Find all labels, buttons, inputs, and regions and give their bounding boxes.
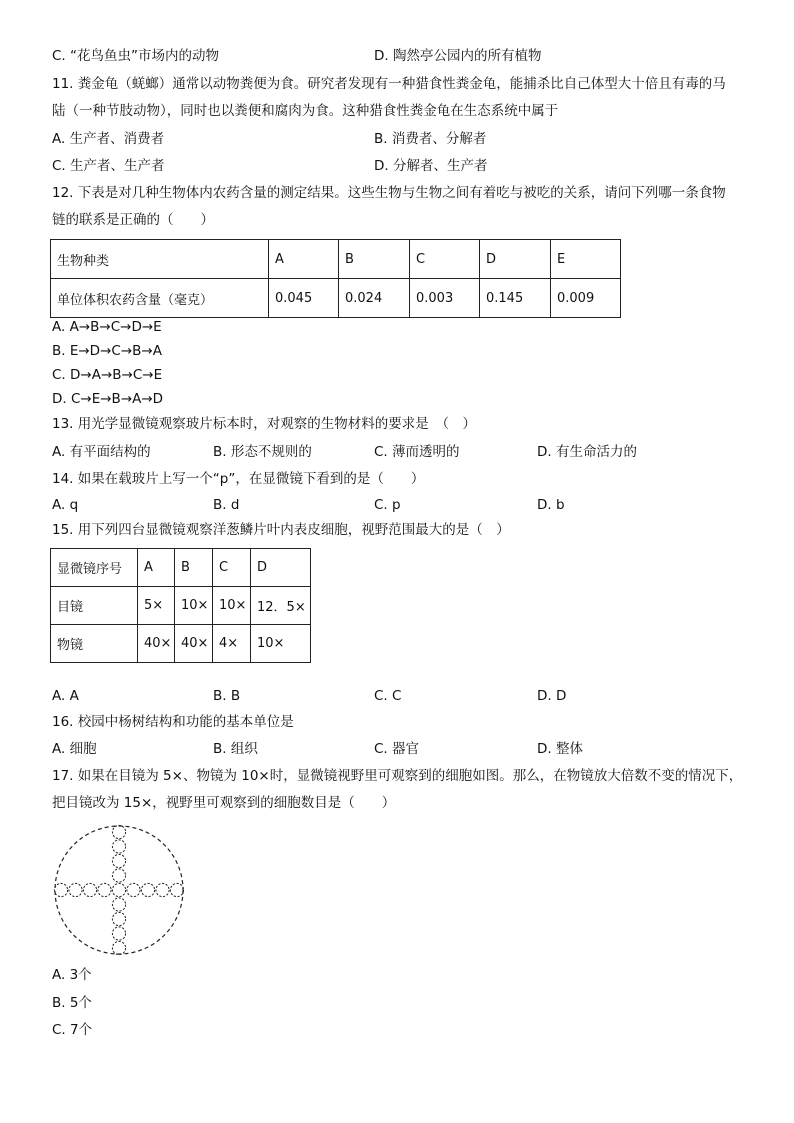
q17-stem-line2: 把目镜改为 15×，视野里可观察到的细胞数目是（ ）	[52, 795, 396, 811]
q12-stem-line2: 链的联系是正确的（ ）	[52, 212, 214, 228]
cell	[170, 883, 183, 896]
q15-option-d: D. D	[537, 688, 567, 704]
q17-option-b: B. 5个	[52, 995, 92, 1011]
q11-option-b: B. 消费者、分解者	[374, 131, 487, 147]
q14-option-c: C. p	[374, 497, 401, 513]
pesticide-table	[50, 239, 621, 318]
cell	[69, 883, 82, 896]
table-cell: 12．5×	[251, 587, 311, 625]
q12-option-c: C. D→A→B→C→E	[52, 367, 163, 383]
cell	[112, 840, 125, 853]
cell	[112, 854, 125, 867]
table-cell: 4×	[213, 625, 251, 663]
microscope-field-figure	[52, 823, 186, 957]
cell	[127, 883, 140, 896]
q10-option-c: C. “花鸟鱼虫”市场内的动物	[52, 48, 219, 64]
table-cell: 0.045	[269, 279, 339, 318]
q16-stem: 16. 校园中杨树结构和功能的基本单位是	[52, 714, 294, 730]
cell	[112, 941, 125, 954]
table-cell: A	[138, 549, 175, 587]
table-cell: D	[251, 549, 311, 587]
cell	[112, 927, 125, 940]
table-cell: 0.145	[480, 279, 551, 318]
table-cell: 10×	[251, 625, 311, 663]
table-cell: C	[410, 240, 480, 279]
q12-option-a: A. A→B→C→D→E	[52, 319, 162, 335]
cell	[112, 869, 125, 882]
table-cell: 显微镜序号	[51, 549, 138, 587]
table-cell: E	[551, 240, 621, 279]
q16-option-b: B. 组织	[213, 741, 258, 757]
table-cell: 生物种类	[51, 240, 269, 279]
q15-option-a: A. A	[52, 688, 79, 704]
q13-option-c: C. 薄而透明的	[374, 444, 460, 460]
field-of-view-circle	[55, 826, 183, 954]
microscope-table-objective-row	[51, 625, 311, 663]
q15-stem: 15. 用下列四台显微镜观察洋葱鳞片叶内表皮细胞，视野范围最大的是（ ）	[52, 522, 510, 538]
q11-option-a: A. 生产者、消费者	[52, 131, 165, 147]
q17-option-c: C. 7个	[52, 1022, 93, 1038]
table-cell: 40×	[138, 625, 175, 663]
q13-option-b: B. 形态不规则的	[213, 444, 312, 460]
table-cell: B	[175, 549, 213, 587]
q10-option-d: D. 陶然亭公园内的所有植物	[374, 48, 542, 64]
q16-option-a: A. 细胞	[52, 741, 97, 757]
table-cell: 单位体积农药含量（毫克）	[51, 279, 269, 318]
cell	[112, 912, 125, 925]
q13-stem: 13. 用光学显微镜观察玻片标本时，对观察的生物材料的要求是 （ ）	[52, 416, 477, 432]
microscope-table	[50, 548, 311, 663]
q14-stem: 14. 如果在载玻片上写一个“p”，在显微镜下看到的是（ ）	[52, 471, 425, 487]
q11-stem-line2: 陆（一种节肢动物），同时也以粪便和腐肉为食。这种猎食性粪金龟在生态系统中属于	[52, 103, 559, 119]
q12-option-d: D. C→E→B→A→D	[52, 391, 164, 407]
q14-option-a: A. q	[52, 497, 79, 513]
cell	[98, 883, 111, 896]
q15-option-c: C. C	[374, 688, 402, 704]
table-cell: D	[480, 240, 551, 279]
table-cell: B	[339, 240, 410, 279]
q11-option-c: C. 生产者、生产者	[52, 158, 165, 174]
q11-stem-line1: 11. 粪金龟（蜣螂）通常以动物粪便为食。研究者发现有一种猎食性粪金龟，能捕杀比自己体型大十倍且有毒的马	[52, 76, 726, 92]
table-cell: 10×	[213, 587, 251, 625]
table-cell: 0.024	[339, 279, 410, 318]
q12-stem-line1: 12. 下表是对几种生物体内农药含量的测定结果。这些生物与生物之间有着吃与被吃的关系，请问下列哪一条食物	[52, 185, 726, 201]
pesticide-table-header-row	[51, 240, 621, 279]
q14-option-d: D. b	[537, 497, 565, 513]
microscope-table-eyepiece-row	[51, 587, 311, 625]
q16-option-d: D. 整体	[537, 741, 583, 757]
table-cell: A	[269, 240, 339, 279]
cell	[112, 898, 125, 911]
q12-option-b: B. E→D→C→B→A	[52, 343, 162, 359]
table-cell: C	[213, 549, 251, 587]
q13-option-d: D. 有生命活力的	[537, 444, 637, 460]
q13-option-a: A. 有平面结构的	[52, 444, 151, 460]
cell	[112, 825, 125, 838]
q17-stem-line1: 17. 如果在目镜为 5×、物镜为 10×时，显微镜视野里可观察到的细胞如图。那么，在物镜放大倍数不变的情况下，	[52, 768, 743, 784]
table-cell: 40×	[175, 625, 213, 663]
microscope-table-header-row	[51, 549, 311, 587]
q11-option-d: D. 分解者、生产者	[374, 158, 488, 174]
pesticide-table-data-row	[51, 279, 621, 318]
q14-option-b: B. d	[213, 497, 240, 513]
cell	[156, 883, 169, 896]
table-cell: 0.009	[551, 279, 621, 318]
q16-option-c: C. 器官	[374, 741, 420, 757]
table-cell: 0.003	[410, 279, 480, 318]
cell	[112, 883, 125, 896]
q17-option-a: A. 3个	[52, 967, 92, 983]
table-cell: 10×	[175, 587, 213, 625]
table-cell: 物镜	[51, 625, 138, 663]
table-cell: 5×	[138, 587, 175, 625]
cell	[54, 883, 67, 896]
q15-option-b: B. B	[213, 688, 241, 704]
cell	[83, 883, 96, 896]
cell	[141, 883, 154, 896]
table-cell: 目镜	[51, 587, 138, 625]
